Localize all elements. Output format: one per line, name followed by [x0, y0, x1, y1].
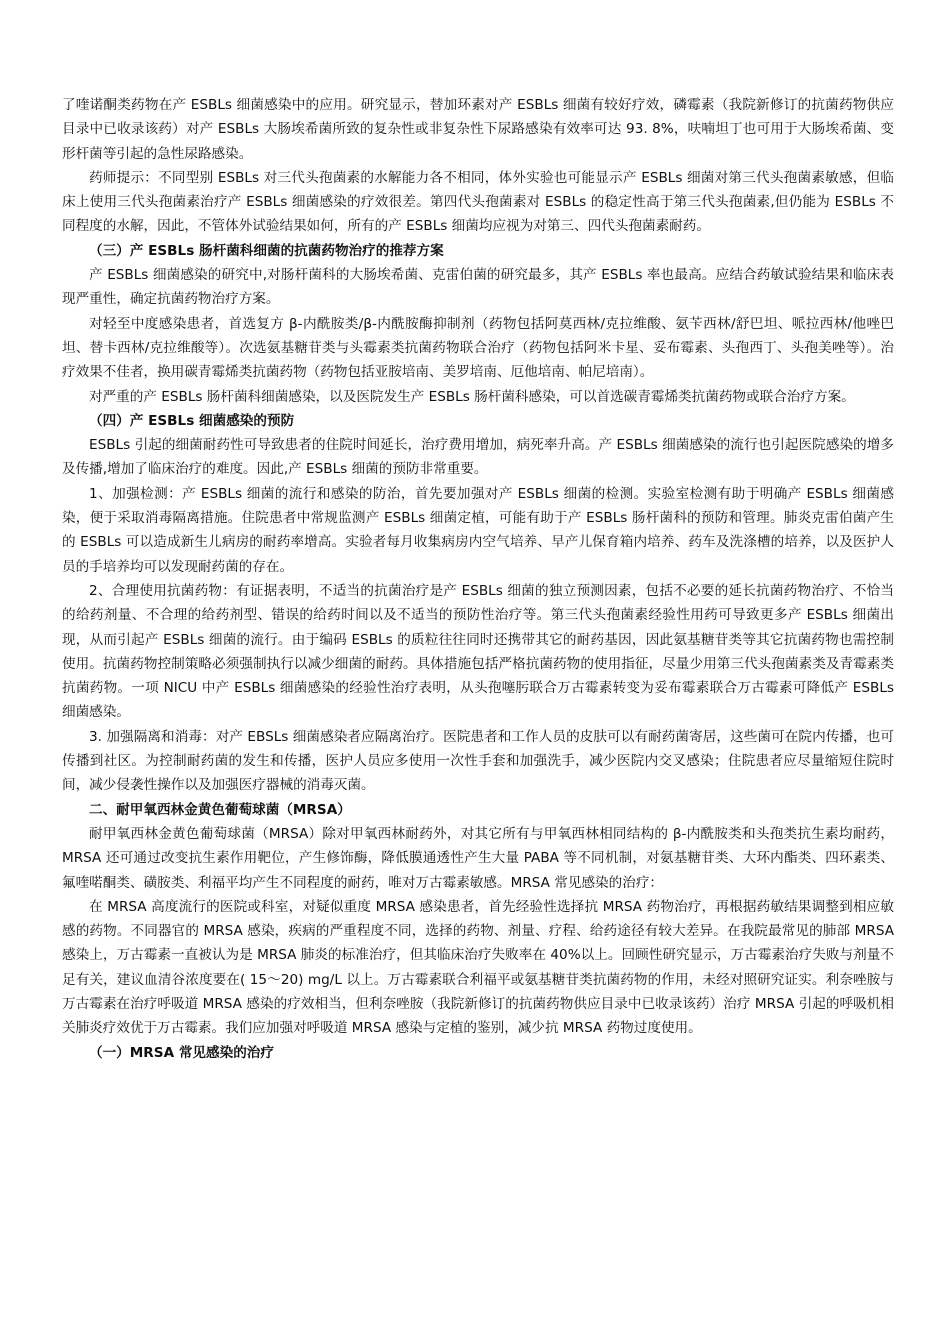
- paragraph: 2、合理使用抗菌药物：有证据表明，不适当的抗菌治疗是产 ESBLs 细菌的独立预测因素，包括不必要的延长抗菌药物治疗、不恰当的给药剂量、不合理的给药剂型、错误的给药时间以及不适当的预防性治疗等。第三代头孢菌素经验性用药可导致更多产 ESBLs 细菌出现，从而引起产 ESBLs 细菌的流行。由于编码 ESBLs 的质粒往往同时还携带其它的耐药基因，因此氨基糖苷类等其它抗菌药物也需控制使用。抗菌药物控制策略必须强制执行以减少细菌的耐药。具体措施包括严格抗菌药物的使用指征，尽量少用第三代头孢菌素类及青霉素类抗菌药物。一项 NICU 中产 ESBLs 细菌感染的经验性治疗表明，从头孢噻肟联合万古霉素转变为妥布霉素联合万古霉素可降低产 ESBLs 细菌感染。: [62, 582, 894, 721]
- section-heading: （三）产 ESBLs 肠杆菌科细菌的抗菌药物治疗的推荐方案: [89, 242, 444, 259]
- paragraph: 1、加强检测：产 ESBLs 细菌的流行和感染的防治，首先要加强对产 ESBLs 细菌的检测。实验室检测有助于明确产 ESBLs 细菌感染，便于采取消毒隔离措施。住院患者中常规监测产 ESBLs 细菌定植，可能有助于产 ESBLs 肠杆菌科的预防和管理。肺炎克雷伯菌产生的 ESBLs 可以造成新生儿病房的耐药率增高。实验者每月收集病房内空气培养、早产儿保育箱内培养、药车及洗涤槽的培养，以及医护人员的手培养均可以发现耐药菌的存在。: [62, 485, 894, 575]
- paragraph: 药师提示：不同型别 ESBLs 对三代头孢菌素的水解能力各不相同，体外实验也可能显示产 ESBLs 细菌对第三代头孢菌素敏感，但临床上使用三代头孢菌素治疗产 ESBLs 细菌感染的疗效很差。第四代头孢菌素对 ESBLs 的稳定性高于第三代头孢菌素,但仍能为 ESBLs 不同程度的水解，因此，不管体外试验结果如何，所有的产 ESBLs 细菌均应视为对第三、四代头孢菌素耐药。: [62, 169, 894, 235]
- paragraph: 产 ESBLs 细菌感染的研究中,对肠杆菌科的大肠埃希菌、克雷伯菌的研究最多，其产 ESBLs 率也最高。应结合药敏试验结果和临床表现严重性，确定抗菌药物治疗方案。: [62, 267, 894, 308]
- section-heading: （四）产 ESBLs 细菌感染的预防: [89, 412, 295, 429]
- paragraph: 了喹诺酮类药物在产 ESBLs 细菌感染中的应用。研究显示，替加环素对产 ESBLs 细菌有较好疗效，磷霉素（我院新修订的抗菌药物供应目录中已收录该药）对产 ESBLs 大肠埃希菌所致的复杂性或非复杂性下尿路感染有效率可达 93. 8%，呋喃坦丁也可用于大肠埃希菌、变形杆菌等引起的急性尿路感染。: [62, 97, 894, 162]
- paragraph: ESBLs 引起的细菌耐药性可导致患者的住院时间延长，治疗费用增加，病死率升高。产 ESBLs 细菌感染的流行也引起医院感染的增多及传播,增加了临床治疗的难度。因此,产 ESBLs 细菌的预防非常重要。: [62, 437, 894, 478]
- section-heading: 二、耐甲氧西林金黄色葡萄球菌（MRSA）: [89, 801, 351, 818]
- paragraph: 3. 加强隔离和消毒：对产 EBSLs 细菌感染者应隔离治疗。医院患者和工作人员的皮肤可以有耐药菌寄居，这些菌可在院内传播，也可传播到社区。为控制耐药菌的发生和传播，医护人员应多使用一次性手套和加强洗手，减少医院内交叉感染；住院患者应尽量缩短住院时间，减少侵袭性操作以及加强医疗器械的消毒灭菌。: [62, 728, 894, 794]
- paragraph: 在 MRSA 高度流行的医院或科室，对疑似重度 MRSA 感染患者，首先经验性选择抗 MRSA 药物治疗，再根据药敏结果调整到相应敏感的药物。不同器官的 MRSA 感染，疾病的严重程度不同，选择的药物、剂量、疗程、给药途径有较大差异。在我院最常见的肺部 MRSA 感染上，万古霉素一直被认为是 MRSA 肺炎的标准治疗，但其临床治疗失败率在 40%以上。回顾性研究显示，万古霉素治疗失败与剂量不足有关，建议血清谷浓度要在( 15～20) mg/L 以上。万古霉素联合利福平或氨基糖苷类抗菌药物的作用，未经对照研究证实。利奈唑胺与万古霉素在治疗呼吸道 MRSA 感染的疗效相当，但利奈唑胺（我院新修订的抗菌药物供应目录中已收录该药）治疗 MRSA 引起的呼吸机相关肺炎疗效优于万古霉素。我们应加强对呼吸道 MRSA 感染与定植的鉴别，减少抗 MRSA 药物过度使用。: [62, 898, 894, 1037]
- section-heading: （一）MRSA 常见感染的治疗: [89, 1044, 274, 1061]
- paragraph: 对严重的产 ESBLs 肠杆菌科细菌感染，以及医院发生产 ESBLs 肠杆菌科感染，可以首选碳青霉烯类抗菌药物或联合治疗方案。: [89, 388, 855, 405]
- paragraph: 对轻至中度感染患者，首选复方 β-内酰胺类/β-内酰胺酶抑制剂（药物包括阿莫西林/克拉维酸、氨苄西林/舒巴坦、哌拉西林/他唑巴坦、替卡西林/克拉维酸等）。次选氨基糖苷类与头霉素类抗菌药物联合治疗（药物包括阿米卡星、妥布霉素、头孢西丁、头孢美唑等）。治疗效果不佳者，换用碳青霉烯类抗菌药物（药物包括亚胺培南、美罗培南、厄他培南、帕尼培南）。: [62, 315, 894, 381]
- document-page: [62, 93, 894, 1065]
- paragraph: 耐甲氧西林金黄色葡萄球菌（MRSA）除对甲氧西林耐药外，对其它所有与甲氧西林相同结构的 β-内酰胺类和头孢类抗生素均耐药，MRSA 还可通过改变抗生素作用靶位，产生修饰酶，降低膜通透性产生大量 PABA 等不同机制，对氨基糖苷类、大环内酯类、四环素类、氟喹喏酮类、磺胺类、利福平均产生不同程度的耐药，唯对万古霉素敏感。MRSA 常见感染的治疗：: [62, 825, 894, 891]
